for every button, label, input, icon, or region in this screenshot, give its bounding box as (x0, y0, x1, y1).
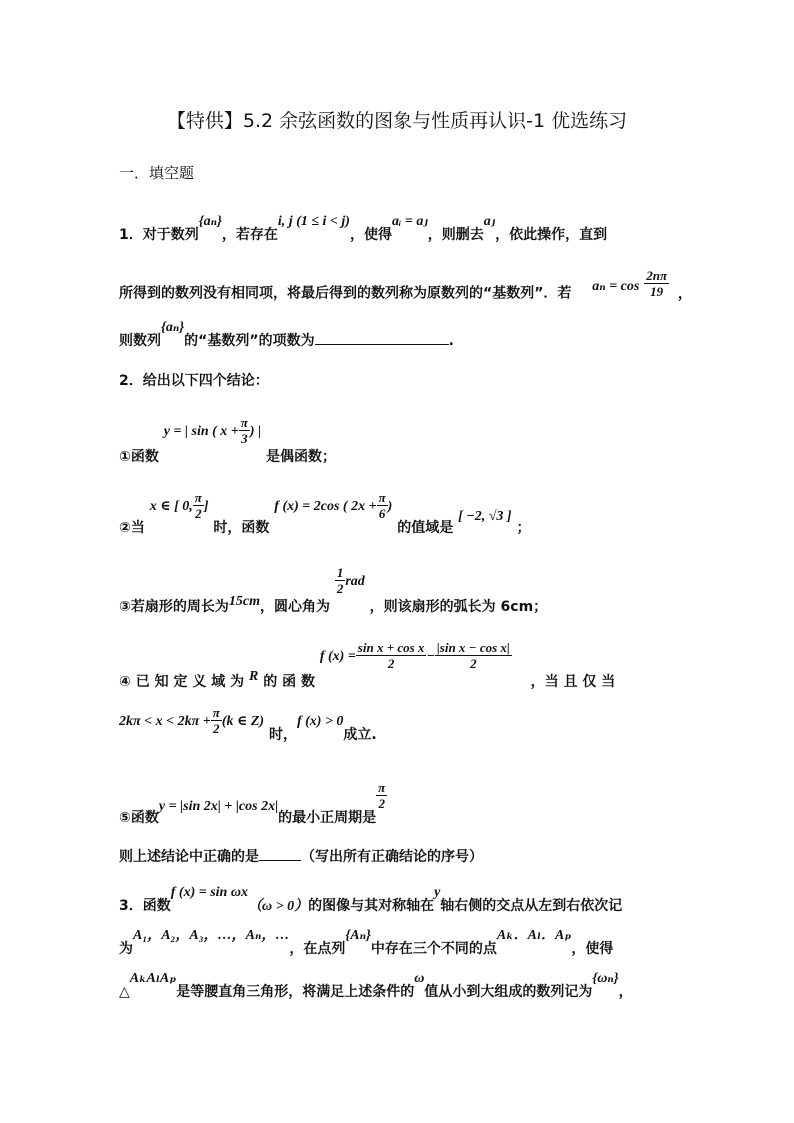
q1-text: 1．对于数列 (119, 227, 199, 243)
q2-s1-num: π (240, 415, 248, 430)
q2-s4-int-num: π (212, 705, 220, 720)
q2-text: 的最小正周期是 (278, 809, 377, 826)
q3-text: 为 (119, 941, 133, 957)
q2-answer-blank[interactable] (259, 860, 301, 861)
q3-line-1 (119, 885, 623, 915)
q3-text: 中存在三个不同的点 (370, 941, 497, 957)
q2-text: ； (516, 519, 531, 536)
q1-text: ，使得 (349, 227, 392, 243)
q2-s2-den: 2 (193, 505, 204, 521)
q1-answer-blank[interactable] (315, 344, 449, 345)
q3-text: 值从小到大组成的数列记为 (424, 984, 593, 1000)
q2-s4-int-den: 2 (211, 720, 222, 736)
q1-text: ， (677, 285, 692, 302)
q1-line-1 (119, 214, 608, 244)
q2-s4-minus: − (426, 648, 435, 664)
q2-s3-rad: rad (345, 573, 365, 589)
q1-text: ，则删去 (427, 227, 484, 243)
q2-s3-len: 15cm (228, 593, 260, 609)
q2-s2-num: π (194, 490, 202, 505)
q1-an-lhs: aₙ = cos (592, 278, 640, 294)
q2-text: ⑤函数 (119, 809, 159, 826)
q3-line-3 (119, 971, 633, 1001)
q2-s4-int-k: (k ∈ Z) (221, 713, 265, 729)
q2-stmt-4 (119, 640, 616, 690)
section-heading: 一．填空题 (119, 164, 195, 182)
q2-text: 的 函 数 (263, 673, 315, 690)
q1-an-den: 19 (644, 283, 669, 299)
q3-text: ，在点列 (289, 941, 346, 957)
q2-text: ，则该扇形的弧长为 6cm； (369, 598, 548, 615)
q2-s5-fraction (376, 780, 387, 811)
q2-s2-f-fraction (377, 490, 388, 521)
page-title: 【特供】5.2 余弦函数的图象与性质再认识-1 优选练习 (166, 110, 628, 132)
q2-s2-fclose: ) (387, 498, 393, 514)
q3-text: 是等腰直角三角形，将满足上述条件的 (176, 984, 415, 1000)
q2-intro: 2．给出以下四个结论： (119, 373, 269, 389)
q2-s4-den1: 2 (356, 655, 427, 671)
q2-s1-den: 3 (239, 430, 250, 446)
q2-s4-den2: 2 (435, 655, 512, 671)
q2-s1-formula: y = | sin ( x + (163, 423, 239, 439)
q2-stmt-1 (119, 415, 337, 465)
q1-aj: aⱼ (483, 214, 496, 229)
q2-stmt-4-cont (119, 705, 377, 743)
q2-text: ③若扇形的周长为 (119, 598, 229, 615)
q1-an-fraction (644, 268, 669, 299)
q1-eq: aᵢ = aⱼ (391, 214, 428, 229)
q2-s4-R: R (248, 668, 259, 684)
q2-s2-range: [ −2, √3 ] (458, 508, 512, 524)
q2-s3-fraction (335, 565, 346, 596)
q3-tri: AₖAₗAₚ (129, 971, 177, 986)
q2-s2-f: f (x) = 2cos ( 2x + (274, 498, 377, 514)
q3-y: y (434, 885, 441, 900)
q3-cond: （ω > 0） (247, 899, 309, 914)
q3-triple: Aₖ．Aₗ．Aₚ (496, 928, 572, 943)
q3-omega: ω (414, 971, 425, 986)
q2-s4-fraction-2 (435, 640, 512, 671)
q2-s1-close: ) | (249, 423, 262, 439)
q3-seqA: {Aₙ} (345, 928, 371, 943)
q1-text: 则数列 (119, 333, 161, 349)
q2-text: ①函数 (119, 448, 159, 465)
q1-text: . (448, 333, 454, 349)
q2-s4-num2: |sin x − cos x| (436, 640, 510, 655)
q3-text: ， (618, 984, 633, 1000)
q2-s3-num: 1 (336, 565, 344, 580)
q1-an-num: 2nπ (646, 268, 668, 283)
q1-cond: i, j (1 ≤ i < j) (277, 214, 350, 229)
q2-s4-fraction-1 (356, 640, 427, 671)
q1-text: 所得到的数列没有相同项，将最后得到的数列称为原数列的“基数列”．若 (119, 285, 572, 302)
q3-text: ，使得 (571, 941, 614, 957)
q2-text: 时，函数 (213, 519, 270, 536)
q1-text: ，依此操作，直到 (495, 227, 608, 243)
q2-s4-int: 2kπ < x < 2kπ + (119, 713, 211, 729)
q2-conclusion (119, 846, 483, 866)
q3-f: f (x) = sin ωx (170, 885, 248, 900)
q2-s4-int-fraction (211, 705, 222, 736)
q2-text: ④ 已 知 定 义 域 为 (119, 673, 245, 690)
q2-s2-x: x ∈ [ 0, (149, 498, 193, 514)
q1-seq2: {aₙ} (161, 320, 185, 335)
q2-s5-den: 2 (376, 795, 387, 811)
q2-text: （写出所有正确结论的序号） (301, 849, 483, 865)
q2-text: 的值域是 (397, 519, 454, 536)
q2-s3-den: 2 (336, 581, 344, 596)
q2-s2-fnum: π (378, 490, 386, 505)
q3-text: △ (119, 984, 130, 1000)
q3-seqw: {ωₙ} (592, 971, 619, 986)
q2-text: 成立. (343, 726, 377, 743)
q2-text: ，当 且 仅 当 (530, 673, 616, 690)
q2-text: 则上述结论中正确的是 (119, 849, 259, 865)
q2-s5-f: y = |sin 2x| + |cos 2x| (158, 798, 279, 814)
q2-s5-num: π (378, 780, 386, 795)
q3-text: 轴右侧的交点从左到右依次记 (440, 898, 623, 914)
q2-s2-fraction (193, 490, 204, 521)
q1-text: 的“基数列”的项数为 (184, 333, 315, 349)
q2-s2-xclose: ] (203, 498, 209, 514)
q2-stmt-5 (119, 780, 387, 826)
q3-text: 的图像与其对称轴在 (308, 898, 435, 914)
q2-s4-num1: sin x + cos x (357, 640, 425, 655)
q2-text: ②当 (119, 519, 145, 536)
q2-s1-fraction (239, 415, 250, 446)
q1-text: ，若存在 (221, 227, 278, 243)
q2-text: ，圆心角为 (259, 598, 330, 615)
q3-text: 3．函数 (119, 898, 171, 914)
q1-seq: {aₙ} (198, 214, 222, 229)
q2-text: 时， (268, 726, 297, 743)
q2-s4-f: f (x) = (319, 648, 356, 664)
q2-stmt-2 (119, 490, 531, 536)
q1-line-3 (119, 320, 454, 350)
q3-points: A₁，A₂，A₃，…，Aₙ，… (133, 928, 290, 943)
q2-text: 是偶函数； (266, 448, 337, 465)
q2-stmt-3 (119, 565, 548, 615)
q2-s2-fden: 6 (377, 505, 388, 521)
q3-line-2 (119, 928, 614, 958)
q2-s4-pos: f (x) > 0 (296, 713, 344, 729)
